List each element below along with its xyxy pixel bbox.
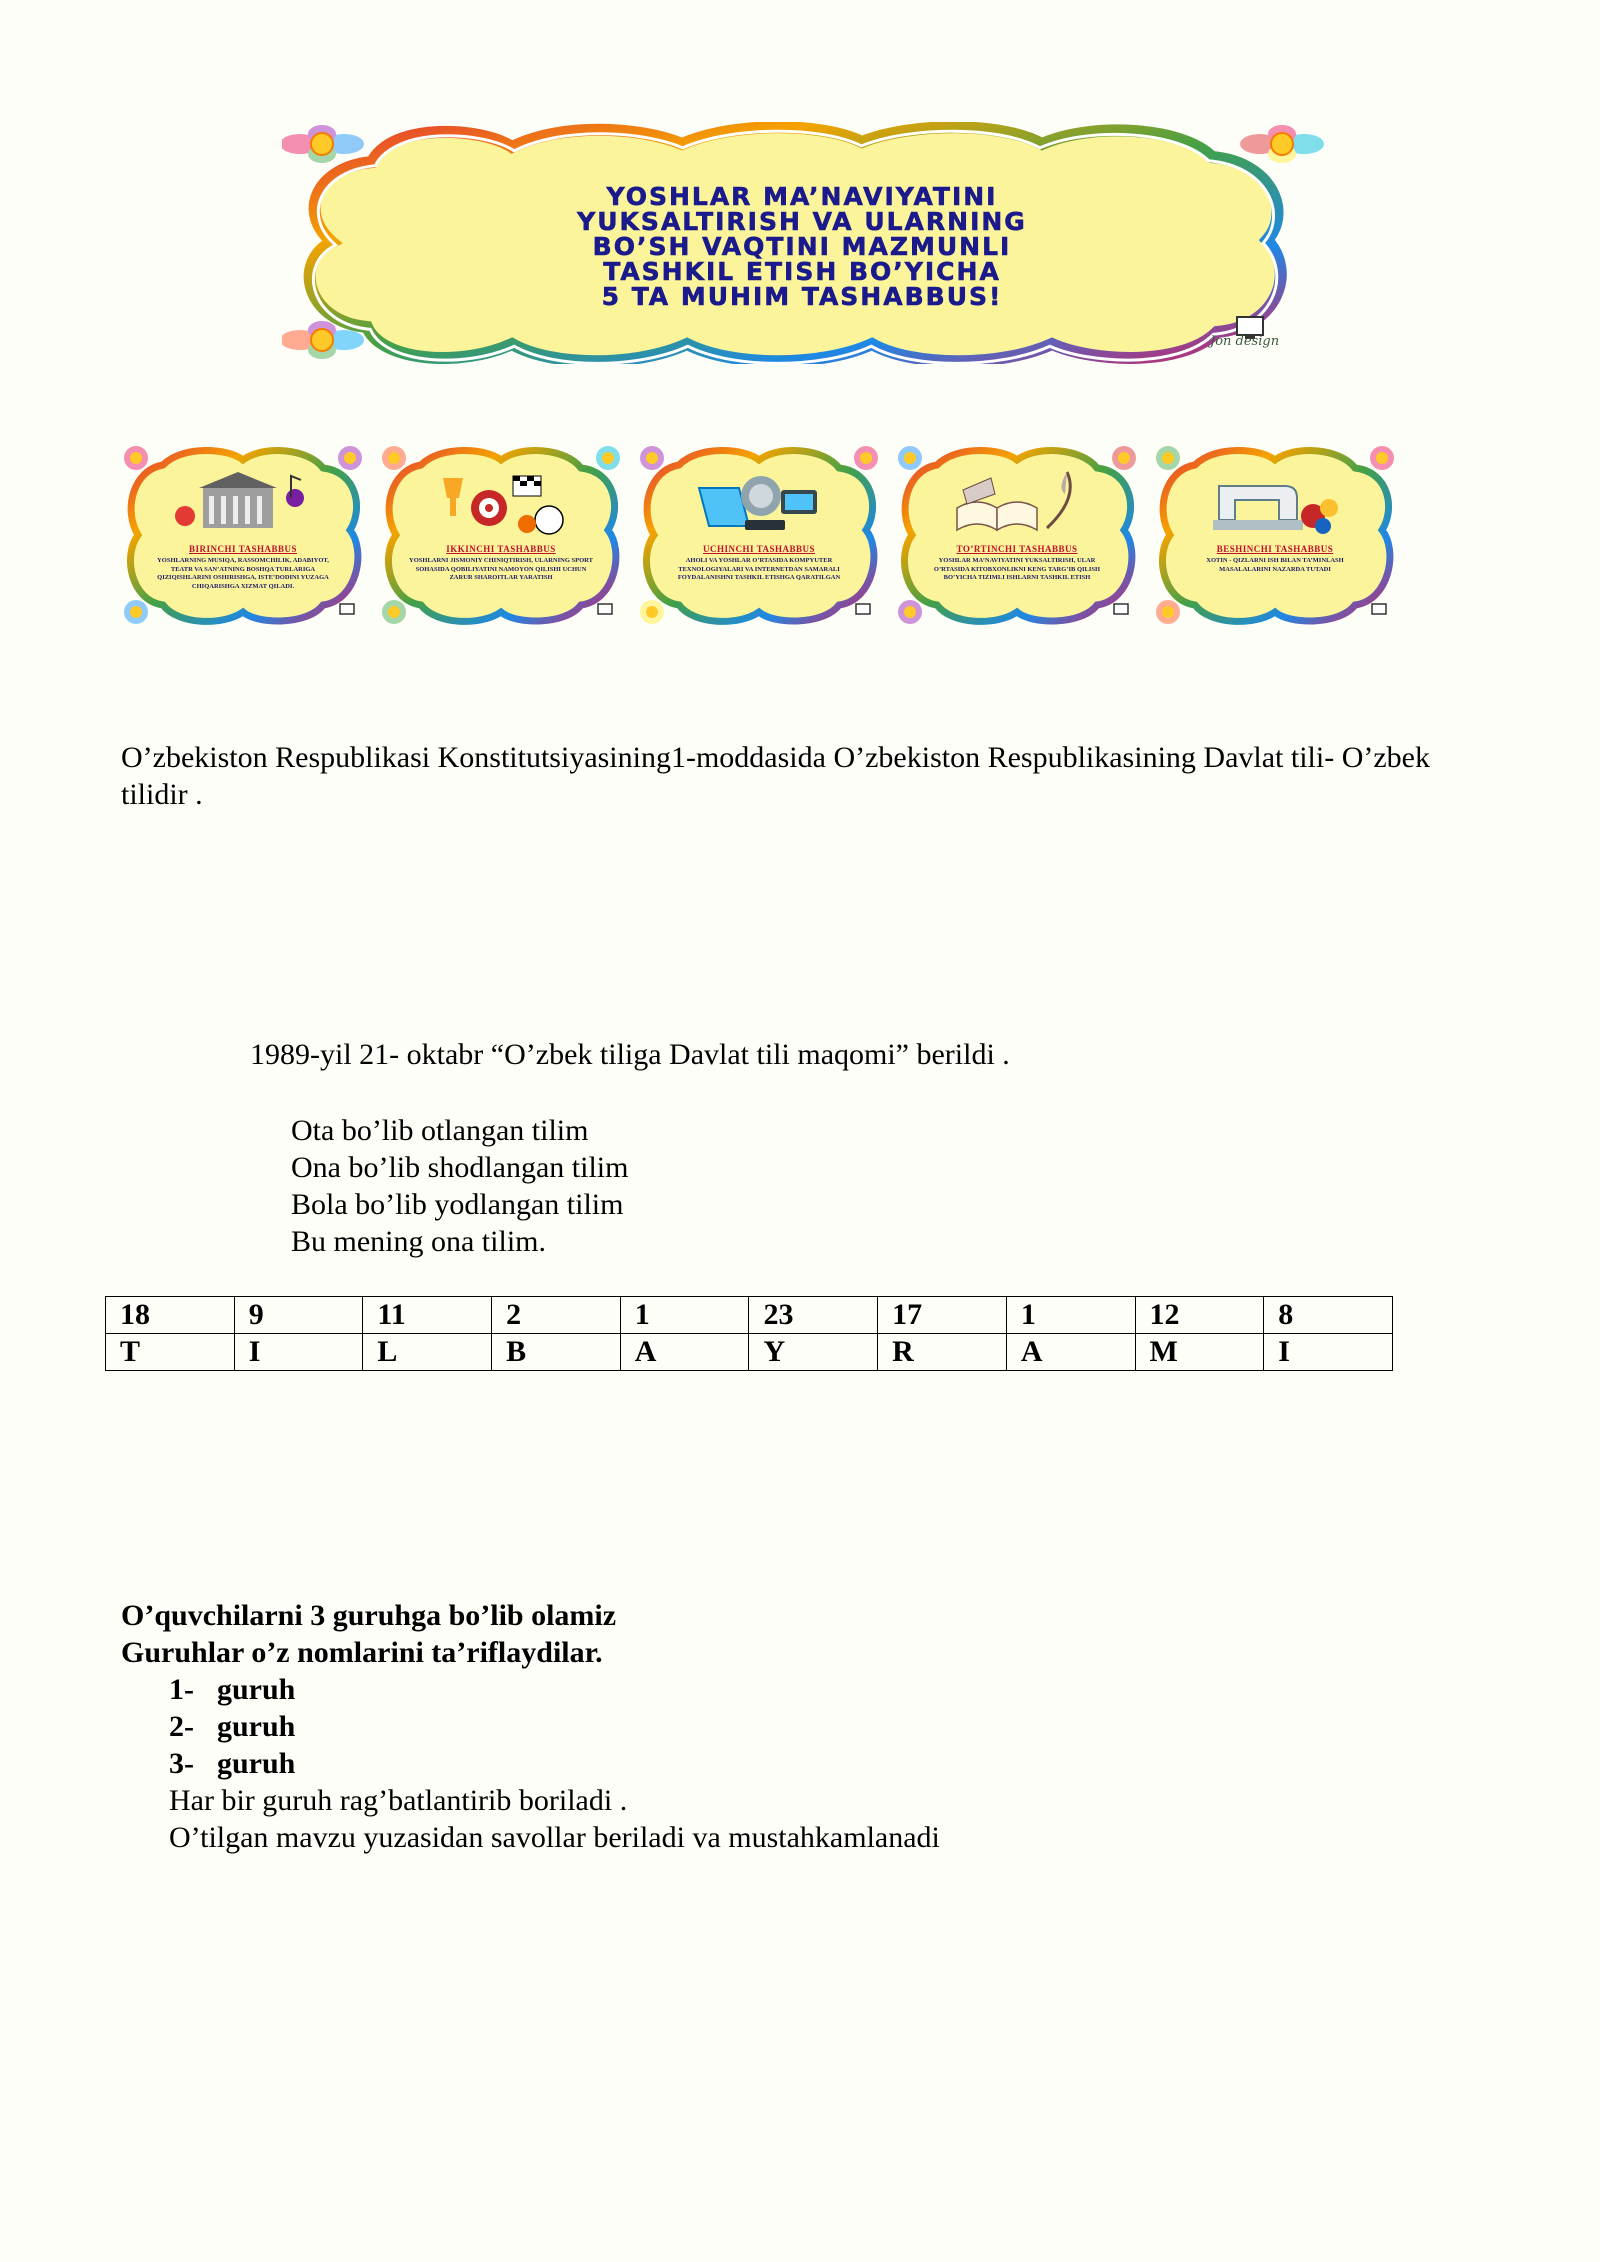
letter-number-table — [105, 1296, 1393, 1371]
poem-line: Ota bo’lib otlangan tilim — [291, 1114, 589, 1147]
date-paragraph: 1989-yil 21- oktabr “O’zbek tiligа Davlat tili maqomi” berildi . — [250, 1038, 1010, 1071]
initiative-description: YOSHLARNING MUSIQA, RASSOMCHILIK, ADABIYOT, TEATR VA SAN’ATNING BOSHQA TURLARIGA QIZIQISHLARINI OSHIRISHGA, ISTE’DODINI YUZAGA CHIQARISHGA XIZMAT QILADI. — [157, 557, 329, 590]
list-item — [169, 1708, 940, 1745]
banner-line: YOSHLAR MA’NAVIYATINI — [606, 182, 998, 211]
sports-icon — [431, 468, 571, 540]
groups-note: Har bir guruh rag’batlantirib boriladi . — [169, 1784, 628, 1817]
banner-title — [432, 184, 1172, 309]
sewing-machine-icon — [1205, 468, 1345, 540]
table-cell: B — [492, 1334, 621, 1371]
banner-line: 5 TA MUHIM TASHABBUS! — [601, 282, 1003, 311]
table-row-letters — [106, 1334, 1393, 1371]
constitution-paragraph: O’zbekiston Respublikasi Konstitutsiyasining1-moddasida O’zbekiston Respublikasining Davlat tili- O’zbek tilidir . — [121, 741, 1430, 811]
table-cell: 1 — [1006, 1297, 1135, 1334]
list-number: 3- — [169, 1747, 194, 1780]
table-cell: 23 — [749, 1297, 878, 1334]
table-cell: I — [1264, 1334, 1393, 1371]
poem-line: Bu mening ona tilim. — [291, 1225, 546, 1258]
initiative-title: BESHINCHI TASHABBUS — [1216, 544, 1334, 554]
books-icon — [947, 468, 1087, 540]
list-label: guruh — [217, 1673, 296, 1706]
initiative-description: XOTIN - QIZLARNI ISH BILAN TA’MINLASH MASALALARINI NAZARDA TUTADI — [1206, 557, 1344, 573]
poem-line: Bola bo’lib yodlangan tilim — [291, 1188, 624, 1221]
table-cell: 9 — [234, 1297, 363, 1334]
table-cell: Y — [749, 1334, 878, 1371]
table-cell: L — [363, 1334, 492, 1371]
designer-signature: Jon design — [1210, 334, 1280, 349]
initiative-description: YOSHLAR MA’NAVIYATINI YUKSALTIRISH, ULAR O’RTASIDA KITOBXONLIKNI KENG TARG’IB QILISH BO’YICHA TIZIMLI ISHLARNI TASHKIL ETISH — [933, 557, 1101, 581]
initiative-card — [1150, 440, 1400, 630]
table-cell: 18 — [106, 1297, 235, 1334]
table-cell: I — [234, 1334, 363, 1371]
groups-subheading: Guruhlar o’z nomlarini ta’riflaydilar. — [121, 1636, 603, 1669]
banner-line: BO’SH VAQTINI MAZMUNLI — [592, 232, 1012, 261]
initiative-card — [892, 440, 1142, 630]
table-cell: 8 — [1264, 1297, 1393, 1334]
groups-section — [121, 1597, 940, 1856]
banner-line: TASHKIL ETISH BO’YICHA — [603, 257, 1001, 286]
table-cell: 11 — [363, 1297, 492, 1334]
initiative-card — [376, 440, 626, 630]
initiative-description: YOSHLARNI JISMONIY CHINIQTIRISH, ULARNING SPORT SOHASIDA QOBILIYATINI NAMOYON QILISHI UCHUN ZARUR SHAROITLAR YARATISH — [409, 557, 593, 581]
list-label: guruh — [217, 1710, 296, 1743]
theatre-music-icon — [173, 468, 313, 540]
table-cell: M — [1135, 1334, 1264, 1371]
groups-note: O’tilgan mavzu yuzasidan savollar beriladi va mustahkamlanadi — [169, 1821, 940, 1854]
initiative-title: UCHINCHI TASHABBUS — [703, 544, 815, 554]
initiative-title: IKKINCHI TASHABBUS — [446, 544, 556, 554]
initiative-card — [118, 440, 368, 630]
list-item — [169, 1745, 940, 1782]
initiatives-strip — [118, 440, 1428, 630]
groups-list — [169, 1671, 940, 1782]
list-number: 2- — [169, 1710, 194, 1743]
title-banner — [282, 122, 1332, 364]
table-cell: 12 — [1135, 1297, 1264, 1334]
table-cell: 1 — [620, 1297, 749, 1334]
initiative-title: BIRINCHI TASHABBUS — [189, 544, 297, 554]
list-label: guruh — [217, 1747, 296, 1780]
groups-heading: O’quvchilarni 3 guruhga bo’lib olamiz — [121, 1599, 617, 1632]
poem — [291, 1112, 628, 1260]
list-item — [169, 1671, 940, 1708]
initiative-title: TO’RTINCHI TASHABBUS — [956, 544, 1078, 554]
table-cell: 2 — [492, 1297, 621, 1334]
table-cell: 17 — [878, 1297, 1007, 1334]
initiative-description: AHOLI VA YOSHLAR O’RTASIDA KOMPYUTER TEXNOLOGIYALARI VA INTERNETDAN SAMARALI FOYDALANISHNI TASHKIL ETISHGA QARATILGAN — [677, 557, 841, 581]
table-cell: T — [106, 1334, 235, 1371]
banner-line: YUKSALTIRISH VA ULARNING — [577, 207, 1027, 236]
initiative-card — [634, 440, 884, 630]
table-cell: A — [1006, 1334, 1135, 1371]
table-row-numbers — [106, 1297, 1393, 1334]
list-number: 1- — [169, 1673, 194, 1706]
poem-line: Ona bo’lib shodlangan tilim — [291, 1151, 629, 1184]
table-cell: R — [878, 1334, 1007, 1371]
computer-icon — [689, 468, 829, 540]
table-cell: A — [620, 1334, 749, 1371]
